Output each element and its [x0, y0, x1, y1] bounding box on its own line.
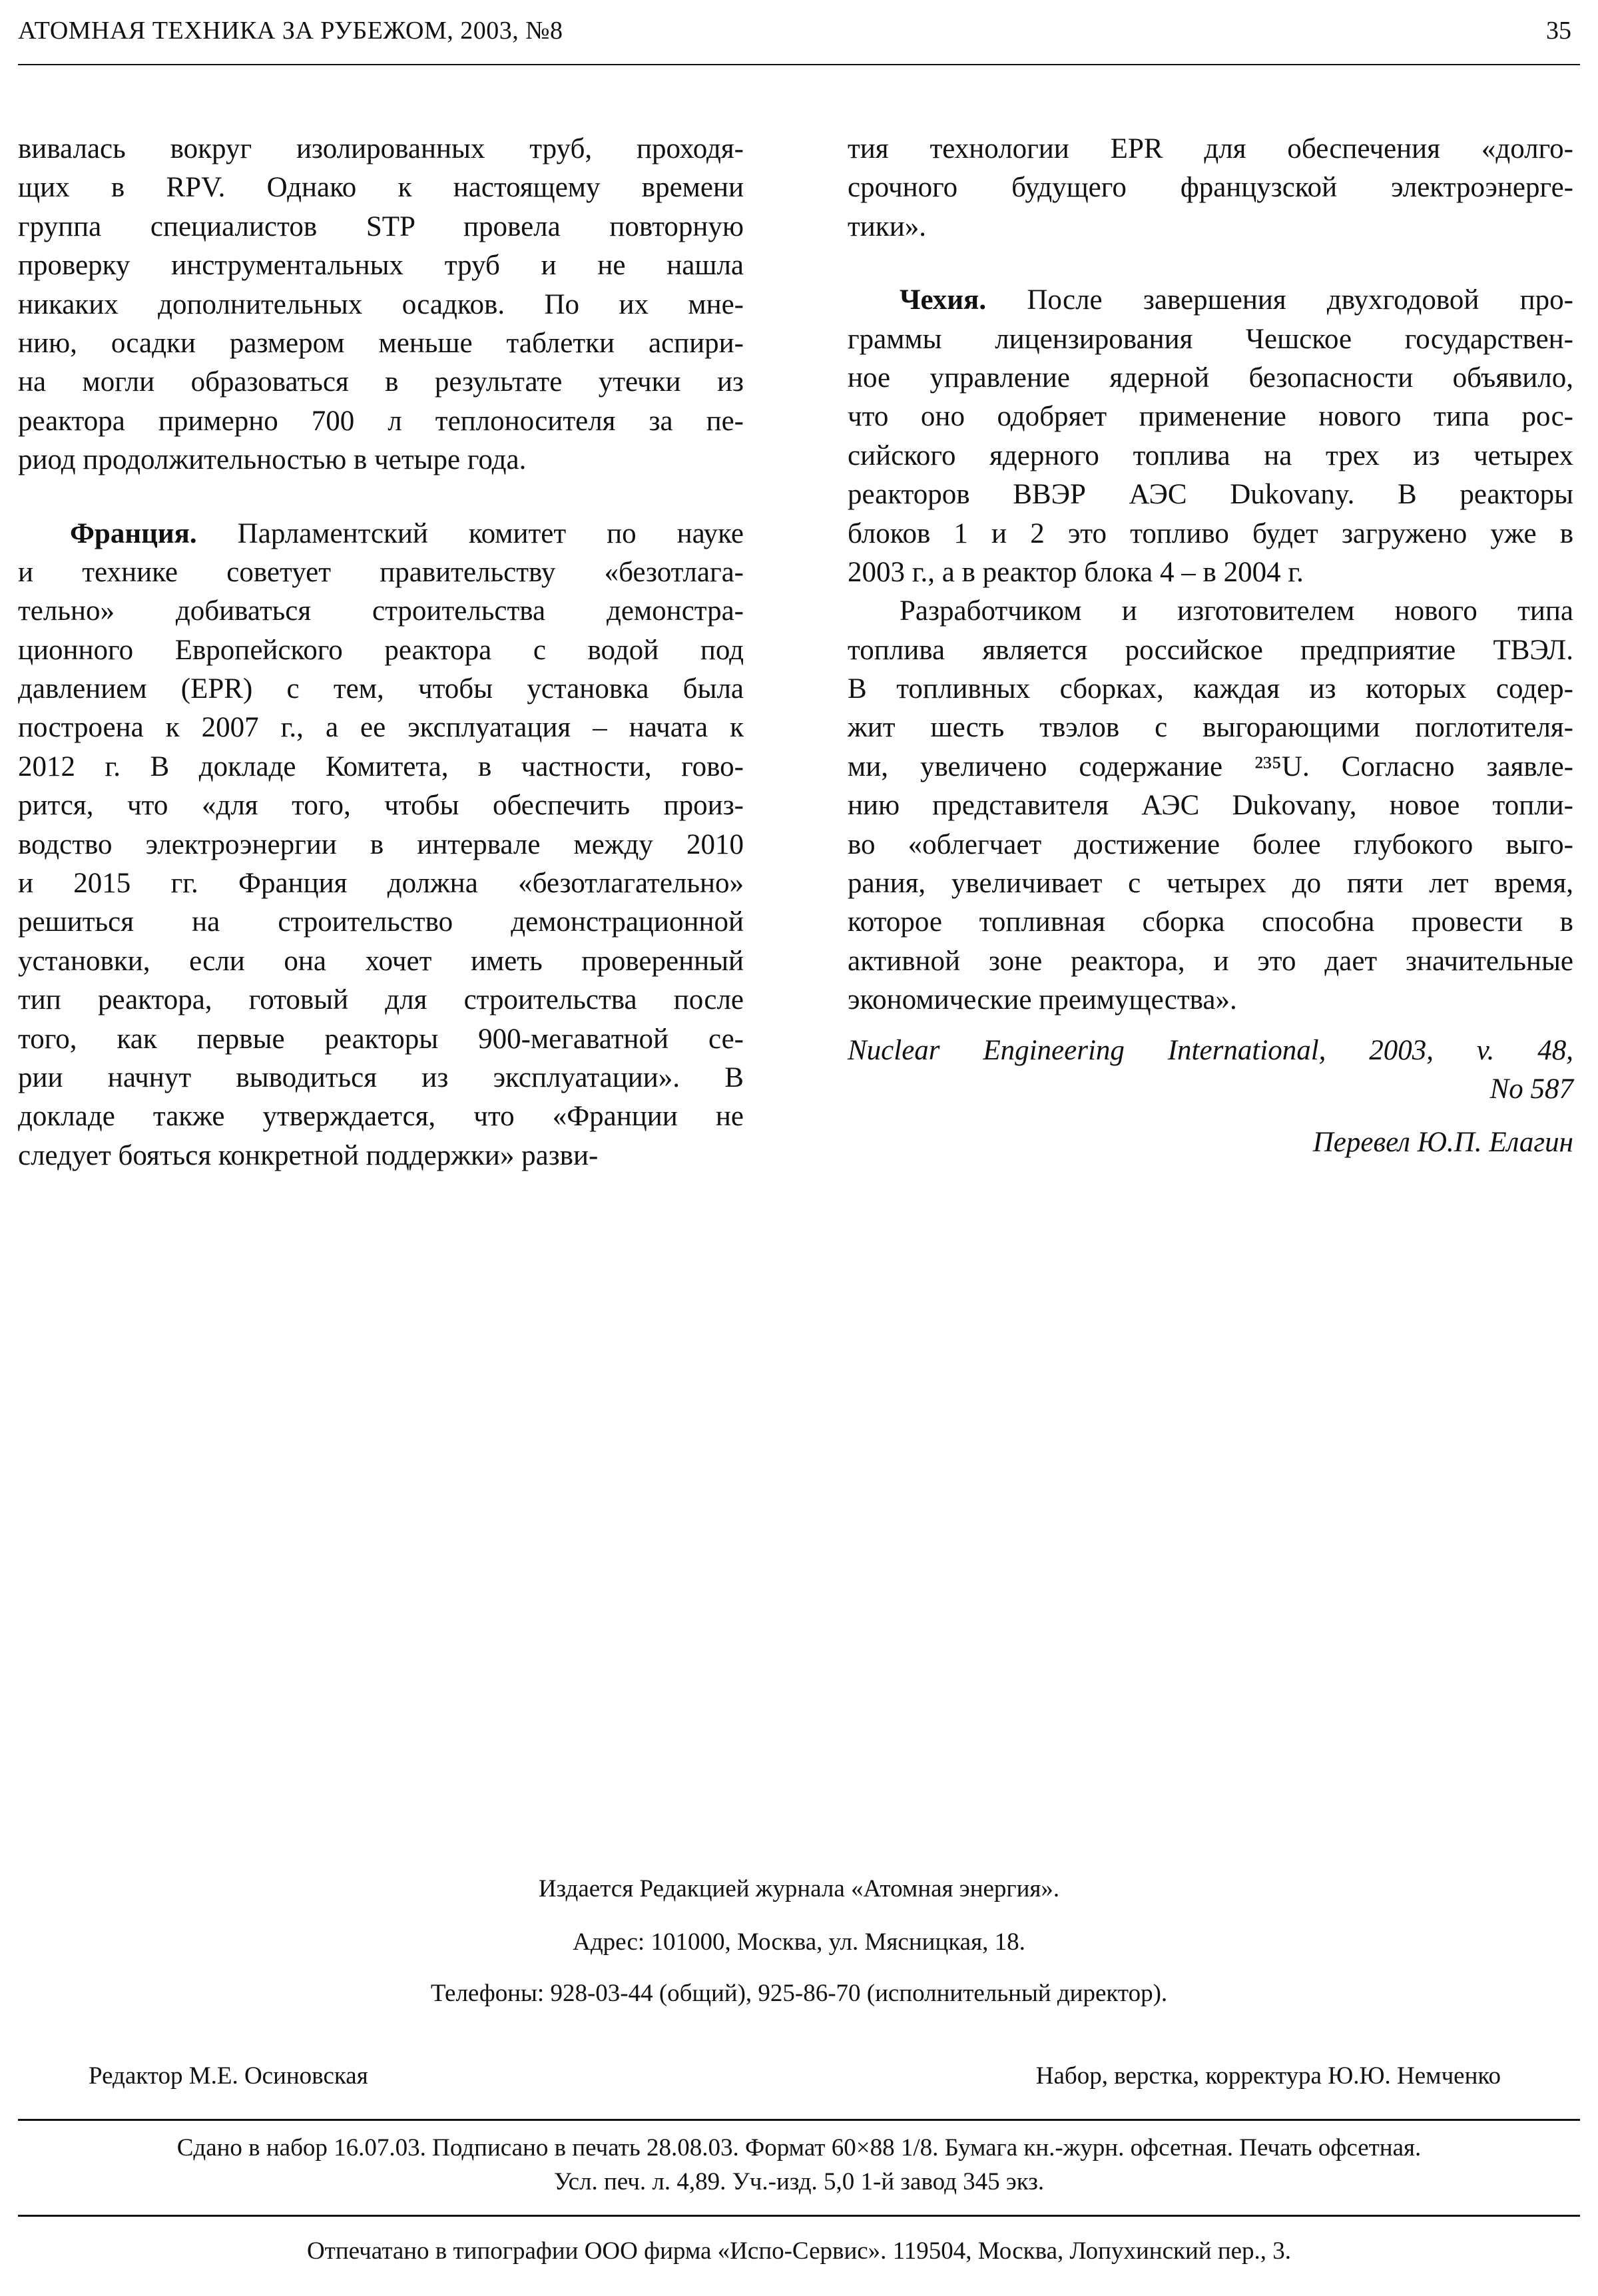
text-line: Разработчиком и изготовителем нового типа — [900, 595, 1573, 627]
right-paragraphs — [848, 130, 1573, 1020]
text-line: жит шесть твэлов с выгорающими поглотителя- — [848, 712, 1573, 744]
text-line: тия технологии EPR для обеспечения «долго- — [848, 133, 1573, 164]
address-line: Адрес: 101000, Москва, ул. Мясницкая, 18. — [573, 1928, 1025, 1956]
print-info-line1: Сдано в набор 16.07.03. Подписано в печать 28.08.03. Формат 60×88 1/8. Бумага кн.-журн. офсетная. Печать офсетная. — [176, 2134, 1422, 2161]
text-line: что оно одобряет применение нового типа рос- — [848, 401, 1573, 433]
printer-line: Отпечатано в типографии ООО фирма «Испо-Сервис». 119504, Москва, Лопухинский пер., 3. — [306, 2237, 1292, 2265]
paragraph — [18, 130, 744, 480]
text-line: реактора примерно 700 л теплоносителя за пе- — [18, 405, 744, 437]
text-line: топлива является российское предприятие ТВЭЛ. — [848, 634, 1573, 666]
text-line: группа специалистов STP провела повторную — [18, 210, 744, 242]
text-line: давлением (EPR) с тем, чтобы установка была — [18, 673, 744, 705]
text-line: вивалась вокруг изолированных труб, проходя- — [18, 133, 744, 164]
print-info-line2: Усл. печ. л. 4,89. Уч.-изд. 5,0 1-й завод 345 экз. — [553, 2168, 1045, 2195]
source-citation-line1: Nuclear Engineering International, 2003, v. 48, — [848, 1034, 1573, 1066]
text-line: ционного Европейского реактора с водой под — [18, 634, 744, 666]
publisher-line: Издается Редакцией журнала «Атомная энергия». — [538, 1875, 1060, 1902]
text-line: которое топливная сборка способна провести в — [848, 906, 1573, 938]
header-divider — [18, 64, 1580, 65]
left-text-column — [18, 130, 744, 1210]
text-line: и технике советует правительству «безотлага- — [18, 556, 744, 588]
text-line: никаких дополнительных осадков. По их мне- — [18, 288, 744, 320]
text-line: проверку инструментальных труб и не нашла — [18, 250, 744, 282]
text-line: тип реактора, готовый для строительства после — [18, 984, 744, 1016]
paragraph — [848, 281, 1573, 592]
text-line: блоков 1 и 2 это топливо будет загружено уже в — [848, 517, 1573, 549]
text-line: рится, что «для того, чтобы обеспечить произ- — [18, 790, 744, 822]
text-line: 2012 г. В докладе Комитета, в частности, гово- — [18, 750, 744, 782]
text-line: 2003 г., а в реактор блока 4 – в 2004 г. — [848, 556, 1304, 588]
translator-credit: Перевел Ю.П. Елагин — [1312, 1127, 1573, 1159]
text-line: Чехия. После завершения двухгодовой про- — [900, 284, 1573, 316]
footer-divider-bottom — [18, 2215, 1580, 2217]
paragraph — [848, 592, 1573, 1019]
text-line: установки, если она хочет иметь проверенный — [18, 945, 744, 977]
paragraph — [848, 130, 1573, 246]
text-line: и 2015 гг. Франция должна «безотлагательно» — [18, 868, 744, 900]
source-citation-line2: No 587 — [1489, 1073, 1573, 1105]
text-line: граммы лицензирования Чешское государствен- — [848, 323, 1573, 355]
text-line: риод продолжительностью в четыре года. — [18, 444, 527, 476]
text-line: рии начнут выводиться из эксплуатации». В — [18, 1061, 744, 1093]
text-line: тельно» добиваться строительства демонстра- — [18, 595, 744, 627]
text-line: того, как первые реакторы 900-мегаватной се- — [18, 1023, 744, 1055]
text-line: сийского ядерного топлива на трех из четырех — [848, 439, 1573, 471]
text-line: ми, увеличено содержание ²³⁵U. Согласно заявле- — [848, 750, 1573, 782]
text-line: экономические преимущества». — [848, 984, 1237, 1016]
text-line: рания, увеличивает с четырех до пяти лет время, — [848, 868, 1573, 900]
right-text-column — [848, 130, 1573, 1163]
text-line: Франция. Парламентский комитет по науке — [70, 517, 744, 549]
footer-divider-top — [18, 2119, 1580, 2121]
text-line: тики». — [848, 210, 926, 242]
paragraph — [18, 515, 744, 1176]
section-lead: Франция. — [70, 517, 197, 549]
text-line: ное управление ядерной безопасности объявило, — [848, 362, 1573, 394]
text-line: докладе также утверждается, что «Франции не — [18, 1101, 744, 1133]
text-line: нию, осадки размером меньше таблетки аспири- — [18, 327, 744, 359]
text-line: водство электроэнергии в интервале между 2010 — [18, 828, 744, 860]
text-line: щих в RPV. Однако к настоящему времени — [18, 172, 744, 204]
phones-line: Телефоны: 928-03-44 (общий), 925-86-70 (исполнительный директор). — [430, 1980, 1168, 2007]
editor-credit: Редактор М.Е. Осиновская — [89, 2062, 368, 2090]
text-line: на могли образоваться в результате утечки из — [18, 366, 744, 398]
text-line: реакторов ВВЭР АЭС Dukovany. В реакторы — [848, 479, 1573, 511]
page-number: 35 — [1546, 17, 1571, 45]
journal-header-title: АТОМНАЯ ТЕХНИКА ЗА РУБЕЖОМ, 2003, №8 — [18, 17, 563, 45]
text-line: нию представителя АЭС Dukovany, новое топли- — [848, 790, 1573, 822]
text-line: следует бояться конкретной поддержки» разви- — [18, 1139, 599, 1171]
text-line: срочного будущего французской электроэнерге- — [848, 172, 1573, 204]
text-line: построена к 2007 г., а ее эксплуатация – начата к — [18, 712, 744, 744]
section-lead: Чехия. — [900, 284, 987, 316]
text-line: решиться на строительство демонстрационной — [18, 906, 744, 938]
text-line: активной зоне реактора, и это дает значительные — [848, 945, 1573, 977]
typesetting-credit: Набор, верстка, корректура Ю.Ю. Немченко — [1035, 2062, 1501, 2090]
text-line: В топливных сборках, каждая из которых содер- — [848, 673, 1573, 705]
text-line: во «облегчает достижение более глубокого выго- — [848, 828, 1573, 860]
